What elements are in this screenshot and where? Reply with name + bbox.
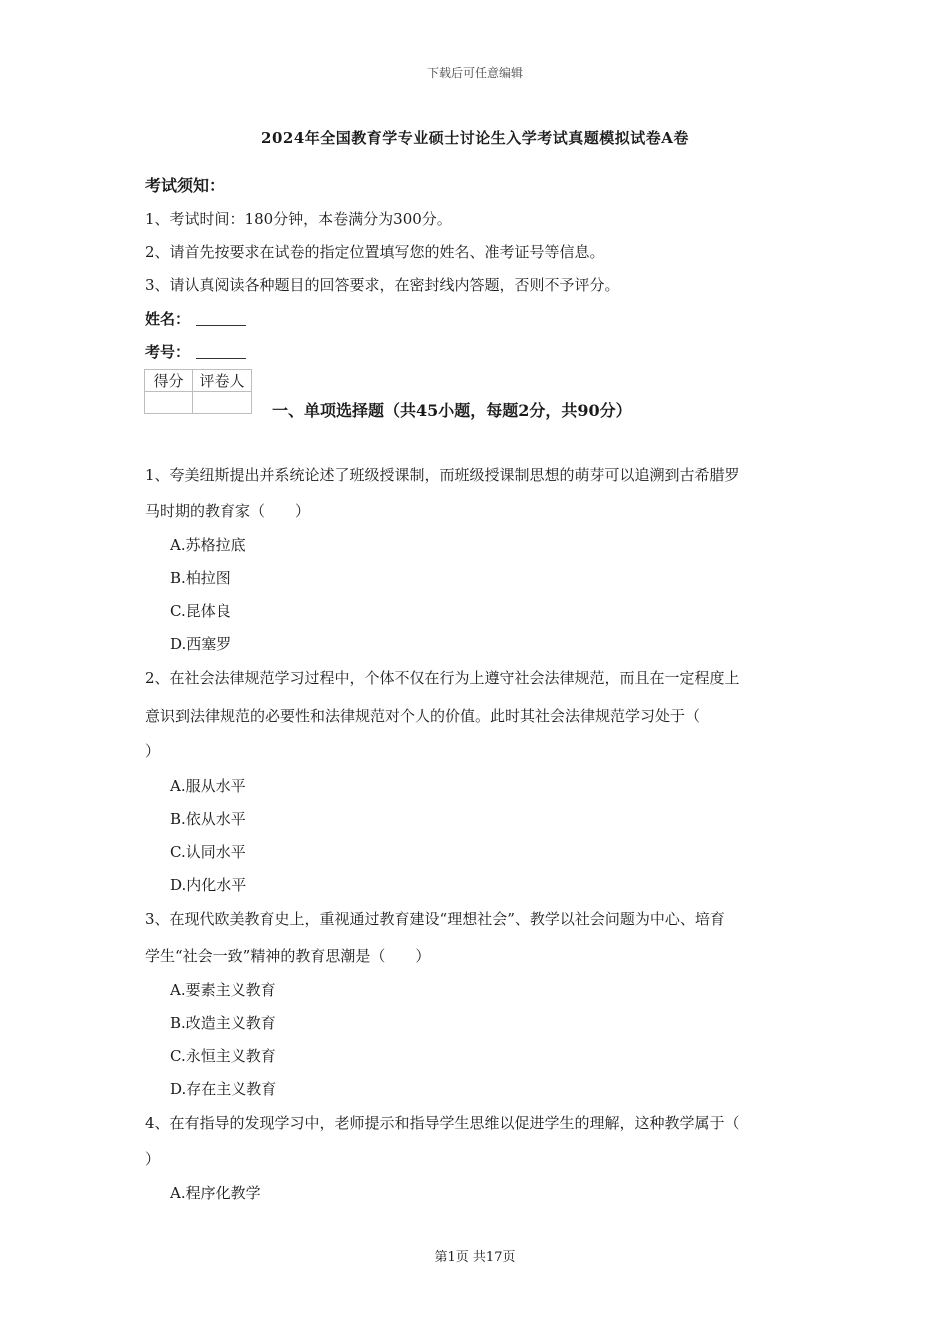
question-4-option-a: A.程序化教学	[170, 1184, 261, 1202]
question-2-line-2: 意识到法律规范的必要性和法律规范对个人的价值。此时其社会法律规范学习处于（	[145, 707, 701, 725]
id-field	[145, 341, 246, 362]
name-label: 姓名：	[145, 310, 191, 328]
question-2-option-d: D.内化水平	[170, 876, 247, 894]
score-header: 得分	[145, 370, 193, 392]
notice-item: 1、考试时间：180分钟，本卷满分为300分。	[145, 210, 452, 228]
question-3-option-a: A.要素主义教育	[170, 981, 276, 999]
grader-header: 评卷人	[193, 370, 252, 392]
question-1-line-2: 马时期的教育家（ ）	[145, 502, 311, 520]
id-label: 考号：	[145, 343, 191, 361]
name-blank[interactable]	[196, 311, 246, 326]
question-1-option-d: D.西塞罗	[170, 635, 232, 653]
section-title: 一、单项选择题（共45小题，每题2分，共90分）	[272, 401, 632, 420]
question-3-option-c: C.永恒主义教育	[170, 1047, 276, 1065]
question-2-line-1: 2、在社会法律规范学习过程中，个体不仅在行为上遵守社会法律规范，而且在一定程度上	[145, 669, 740, 687]
score-table-blank-row	[145, 392, 252, 414]
name-field	[145, 308, 246, 329]
page-header: 下载后可任意编辑	[426, 66, 523, 80]
notice-item: 3、请认真阅读各种题目的回答要求，在密封线内答题，否则不予评分。	[145, 276, 620, 294]
question-2-line-3: ）	[145, 742, 161, 760]
document-title: 2024年全国教育学专业硕士讨论生入学考试真题模拟试卷A卷	[261, 129, 689, 147]
question-4-line-1: 4、在有指导的发现学习中，老师提示和指导学生思维以促进学生的理解，这种教学属于（	[145, 1114, 740, 1132]
score-cell[interactable]	[145, 392, 193, 414]
question-3-line-1: 3、在现代欧美教育史上，重视通过教育建设“理想社会”、教学以社会问题为中心、培育	[145, 910, 725, 928]
page-footer: 第1页 共17页	[434, 1250, 516, 1265]
question-2-option-c: C.认同水平	[170, 843, 246, 861]
question-1-option-c: C.昆体良	[170, 602, 231, 620]
score-table	[144, 369, 252, 414]
question-1-line-1: 1、夸美纽斯提出并系统论述了班级授课制，而班级授课制思想的萌芽可以追溯到古希腊罗	[145, 466, 740, 484]
question-2-option-a: A.服从水平	[170, 777, 246, 795]
question-1-option-b: B.柏拉图	[170, 569, 231, 587]
question-3-option-b: B.改造主义教育	[170, 1014, 276, 1032]
id-blank[interactable]	[196, 344, 246, 359]
question-1-option-a: A.苏格拉底	[170, 536, 246, 554]
question-3-option-d: D.存在主义教育	[170, 1080, 277, 1098]
question-3-line-2: 学生“社会一致”精神的教育思潮是（ ）	[145, 947, 431, 965]
notice-heading: 考试须知：	[145, 176, 226, 195]
notice-item: 2、请首先按要求在试卷的指定位置填写您的姓名、准考证号等信息。	[145, 243, 605, 261]
grader-cell[interactable]	[193, 392, 252, 414]
question-4-line-2: ）	[145, 1150, 161, 1168]
score-table-header-row	[145, 370, 252, 392]
question-2-option-b: B.依从水平	[170, 810, 246, 828]
